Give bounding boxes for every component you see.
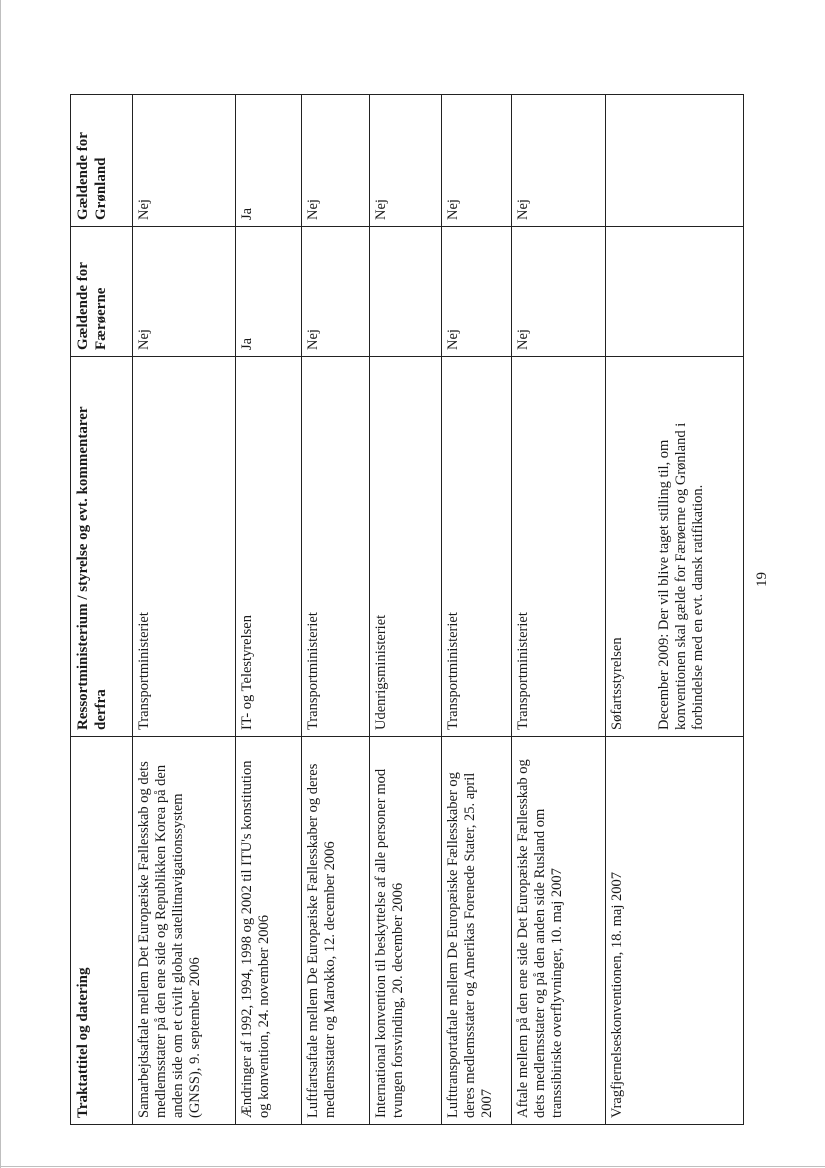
row-greenland: Nej <box>442 95 512 227</box>
row-greenland: Nej <box>302 95 370 227</box>
row-ministry: Udenrigsministeriet <box>370 357 442 737</box>
row-faroe: Nej <box>133 227 236 357</box>
table-row <box>133 95 236 1125</box>
table-row <box>370 95 442 1125</box>
row-title: Samarbejdsaftale mellem Det Europæiske Fællesskab og dets medlemsstater på den ene side og Republikken Korea på den anden side om et civilt globalt satellitnavigationssystem (GNSS), 9. september 2006 <box>133 737 236 1125</box>
row-ministry: Transportministeriet <box>302 357 370 737</box>
row-faroe <box>370 227 442 357</box>
row-faroe: Nej <box>302 227 370 357</box>
row-faroe <box>606 227 744 357</box>
rotated-table-container <box>70 95 743 1125</box>
row-faroe: Nej <box>512 227 606 357</box>
table-row <box>512 95 606 1125</box>
row-faroe: Nej <box>442 227 512 357</box>
header-title: Traktattitel og datering <box>71 737 133 1125</box>
table-row <box>302 95 370 1125</box>
row-ministry: Transportministeriet <box>442 357 512 737</box>
row-title: Vragfjernelseskonventionen, 18. maj 2007 <box>606 737 744 1125</box>
row-note: December 2009: Der vil blive taget stilling til, om konventionen skal gælde for Færøerne og Grønland i forbindelse med en evt. dansk ratifikation. <box>656 422 707 730</box>
row-greenland: Nej <box>512 95 606 227</box>
row-ministry: Søfartsstyrelsen <box>609 637 625 730</box>
row-title: Luftfartsaftale mellem De Europæiske Fællesskaber og deres medlemsstater og Marokko, 12. december 2006 <box>302 737 370 1125</box>
row-title: Lufttransportaftale mellem De Europæiske Fællesskaber og deres medlemsstater og Amerikas Forenede Stater, 25. april 2007 <box>442 737 512 1125</box>
table-row <box>606 95 744 1125</box>
header-faroe: Gældende for Færøerne <box>71 227 133 357</box>
spacer <box>626 363 656 730</box>
row-faroe: Ja <box>236 227 302 357</box>
row-greenland <box>606 95 744 227</box>
row-greenland: Nej <box>133 95 236 227</box>
row-greenland: Nej <box>370 95 442 227</box>
row-title: International konvention til beskyttelse af alle personer mod tvungen forsvinding, 20. december 2006 <box>370 737 442 1125</box>
row-ministry: Transportministeriet <box>512 357 606 737</box>
row-title: Aftale mellem på den ene side Det Europæiske Fællesskab og dets medlemsstater og på den anden side Rusland om transsibiriske overflyvninger, 10. maj 2007 <box>512 737 606 1125</box>
header-ministry: Ressortministerium / styrelse og evt. kommentarer derfra <box>71 357 133 737</box>
header-greenland: Gældende for Grønland <box>71 95 133 227</box>
table-header-row <box>71 95 133 1125</box>
bottom-scan-edge <box>0 1166 825 1167</box>
table-row <box>442 95 512 1125</box>
row-ministry-cell <box>606 357 744 737</box>
left-scan-edge <box>0 0 1 1168</box>
row-title: Ændringer af 1992, 1994, 1998 og 2002 til ITU's konstitution og konvention, 24. november 2006 <box>236 737 302 1125</box>
row-ministry: IT- og Telestyrelsen <box>236 357 302 737</box>
row-ministry: Transportministeriet <box>133 357 236 737</box>
page-number: 19 <box>754 572 770 587</box>
table-row <box>236 95 302 1125</box>
row-greenland: Ja <box>236 95 302 227</box>
treaty-table <box>70 94 744 1125</box>
